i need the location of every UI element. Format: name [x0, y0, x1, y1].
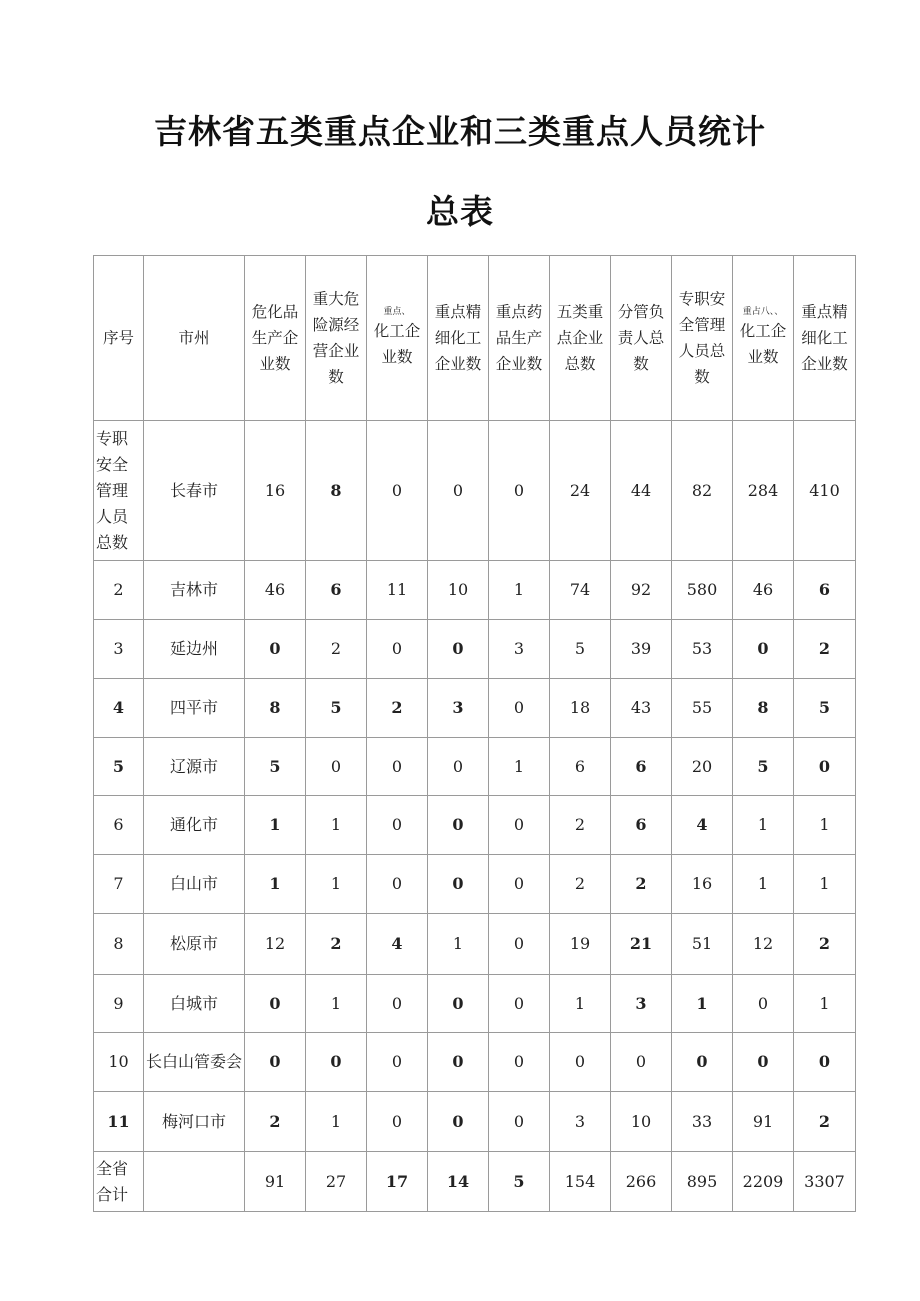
header-row — [94, 256, 856, 421]
table-row — [94, 855, 856, 914]
row-seq: 3 — [94, 620, 144, 679]
table-cell: 91 — [733, 1092, 794, 1152]
table-cell: 6 — [611, 796, 672, 855]
row-seq: 专职安全管理人员总数 — [94, 421, 144, 561]
table-cell: 39 — [611, 620, 672, 679]
table-cell: 3 — [489, 620, 550, 679]
table-cell: 4 — [367, 914, 428, 975]
table-cell: 53 — [672, 620, 733, 679]
row-city: 通化市 — [144, 796, 245, 855]
column-header — [672, 256, 733, 421]
table-cell: 1 — [733, 855, 794, 914]
column-header — [245, 256, 306, 421]
table-cell: 1 — [306, 796, 367, 855]
row-city: 白山市 — [144, 855, 245, 914]
table-cell: 5 — [733, 738, 794, 796]
row-seq: 9 — [94, 975, 144, 1033]
table-cell: 0 — [794, 1033, 856, 1092]
column-header-label: 重点精细化工企业数 — [801, 303, 848, 373]
table-cell: 1 — [428, 914, 489, 975]
column-header-note: 重占八、、 — [742, 307, 784, 317]
table-cell: 2 — [306, 620, 367, 679]
table-cell: 51 — [672, 914, 733, 975]
row-city: 梅河口市 — [144, 1092, 245, 1152]
column-header — [550, 256, 611, 421]
table-cell: 895 — [672, 1152, 733, 1212]
table-cell: 33 — [672, 1092, 733, 1152]
table-cell: 0 — [489, 1033, 550, 1092]
table-cell: 8 — [245, 679, 306, 738]
table-row — [94, 421, 856, 561]
table-cell: 0 — [550, 1033, 611, 1092]
table-cell: 92 — [611, 561, 672, 620]
column-header-label: 分管负责人总数 — [617, 303, 665, 373]
table-cell: 0 — [489, 421, 550, 561]
table-cell: 410 — [794, 421, 856, 561]
table-cell: 27 — [306, 1152, 367, 1212]
row-seq: 6 — [94, 796, 144, 855]
table-cell: 580 — [672, 561, 733, 620]
table-cell: 0 — [672, 1033, 733, 1092]
column-header-label: 五类重点企业总数 — [556, 303, 604, 373]
row-seq: 全省合计 — [94, 1152, 144, 1212]
table-cell: 8 — [733, 679, 794, 738]
table-cell: 2209 — [733, 1152, 794, 1212]
table-cell: 0 — [794, 738, 856, 796]
column-header-label: 市州 — [178, 329, 210, 347]
column-header — [733, 256, 794, 421]
table-cell: 11 — [367, 561, 428, 620]
table-cell: 0 — [428, 421, 489, 561]
table-cell: 46 — [733, 561, 794, 620]
table-cell: 1 — [794, 975, 856, 1033]
table-cell: 82 — [672, 421, 733, 561]
table-cell: 2 — [550, 855, 611, 914]
table-cell: 91 — [245, 1152, 306, 1212]
table-cell: 1 — [489, 738, 550, 796]
table-cell: 8 — [306, 421, 367, 561]
table-cell: 24 — [550, 421, 611, 561]
table-cell: 0 — [733, 975, 794, 1033]
column-header-label: 序号 — [102, 329, 134, 347]
table-cell: 0 — [428, 1092, 489, 1152]
row-city: 长春市 — [144, 421, 245, 561]
row-city — [144, 1152, 245, 1212]
table-cell: 3 — [550, 1092, 611, 1152]
table-row — [94, 1152, 856, 1212]
table-cell: 12 — [733, 914, 794, 975]
table-cell: 5 — [489, 1152, 550, 1212]
table-cell: 21 — [611, 914, 672, 975]
table-cell: 1 — [794, 796, 856, 855]
row-seq: 11 — [94, 1092, 144, 1152]
table-row — [94, 620, 856, 679]
table-cell: 2 — [367, 679, 428, 738]
table-row — [94, 738, 856, 796]
column-header-label: 重大危险源经营企业数 — [312, 290, 360, 386]
table-cell: 0 — [733, 1033, 794, 1092]
row-seq: 10 — [94, 1033, 144, 1092]
column-header — [794, 256, 856, 421]
column-header — [428, 256, 489, 421]
table-cell: 0 — [245, 1033, 306, 1092]
table-cell: 1 — [245, 796, 306, 855]
column-header — [144, 256, 245, 421]
table-cell: 1 — [306, 855, 367, 914]
table-cell: 0 — [733, 620, 794, 679]
table-cell: 266 — [611, 1152, 672, 1212]
row-seq: 5 — [94, 738, 144, 796]
table-cell: 6 — [611, 738, 672, 796]
table-cell: 0 — [306, 1033, 367, 1092]
table-cell: 0 — [367, 738, 428, 796]
table-cell: 10 — [428, 561, 489, 620]
table-cell: 1 — [489, 561, 550, 620]
table-row — [94, 975, 856, 1033]
document-subtitle: 总表 — [426, 192, 494, 231]
table-cell: 43 — [611, 679, 672, 738]
table-cell: 6 — [306, 561, 367, 620]
table-cell: 0 — [428, 620, 489, 679]
column-header — [306, 256, 367, 421]
table-cell: 2 — [245, 1092, 306, 1152]
column-header-label: 危化品生产企业数 — [251, 303, 299, 373]
table-cell: 0 — [428, 1033, 489, 1092]
table-cell: 154 — [550, 1152, 611, 1212]
table-cell: 0 — [245, 620, 306, 679]
table-cell: 0 — [367, 421, 428, 561]
table-cell: 16 — [245, 421, 306, 561]
table-cell: 46 — [245, 561, 306, 620]
table-cell: 18 — [550, 679, 611, 738]
table-cell: 0 — [611, 1033, 672, 1092]
table-cell: 19 — [550, 914, 611, 975]
column-header-note: 重点、 — [383, 307, 411, 317]
table-cell: 2 — [306, 914, 367, 975]
table-cell: 10 — [611, 1092, 672, 1152]
table-cell: 0 — [489, 975, 550, 1033]
table-cell: 3307 — [794, 1152, 856, 1212]
column-header-label: 化工企业数 — [373, 322, 421, 366]
row-city: 延边州 — [144, 620, 245, 679]
table-cell: 1 — [306, 1092, 367, 1152]
column-header-label: 重点精细化工企业数 — [434, 303, 482, 373]
table-cell: 1 — [733, 796, 794, 855]
row-seq: 4 — [94, 679, 144, 738]
table-cell: 0 — [367, 855, 428, 914]
table-cell: 2 — [794, 620, 856, 679]
table-row — [94, 561, 856, 620]
statistics-table — [93, 255, 856, 1212]
table-cell: 0 — [367, 1033, 428, 1092]
column-header — [611, 256, 672, 421]
table-row — [94, 914, 856, 975]
table-cell: 0 — [367, 1092, 428, 1152]
table-cell: 44 — [611, 421, 672, 561]
table-cell: 0 — [489, 679, 550, 738]
table-cell: 1 — [794, 855, 856, 914]
table-cell: 0 — [428, 855, 489, 914]
column-header — [367, 256, 428, 421]
table-cell: 2 — [611, 855, 672, 914]
table-cell: 4 — [672, 796, 733, 855]
table-cell: 1 — [306, 975, 367, 1033]
table-row — [94, 796, 856, 855]
table-cell: 12 — [245, 914, 306, 975]
row-city: 四平市 — [144, 679, 245, 738]
table-cell: 16 — [672, 855, 733, 914]
table-cell: 14 — [428, 1152, 489, 1212]
table-cell: 284 — [733, 421, 794, 561]
table-cell: 0 — [489, 855, 550, 914]
column-header — [94, 256, 144, 421]
table-row — [94, 1092, 856, 1152]
table-cell: 5 — [306, 679, 367, 738]
table-cell: 0 — [489, 914, 550, 975]
table-cell: 1 — [245, 855, 306, 914]
table-cell: 0 — [428, 975, 489, 1033]
table-cell: 0 — [245, 975, 306, 1033]
row-seq: 7 — [94, 855, 144, 914]
table-cell: 0 — [489, 796, 550, 855]
table-cell: 74 — [550, 561, 611, 620]
table-cell: 5 — [794, 679, 856, 738]
column-header-label: 专职安全管理人员总数 — [678, 290, 726, 386]
table-cell: 6 — [794, 561, 856, 620]
table-cell: 20 — [672, 738, 733, 796]
table-cell: 55 — [672, 679, 733, 738]
table-cell: 0 — [428, 738, 489, 796]
row-city: 长白山管委会 — [144, 1033, 245, 1092]
table-cell: 5 — [245, 738, 306, 796]
table-cell: 2 — [550, 796, 611, 855]
row-seq: 2 — [94, 561, 144, 620]
table-cell: 2 — [794, 1092, 856, 1152]
table-cell: 0 — [367, 975, 428, 1033]
row-seq: 8 — [94, 914, 144, 975]
table-cell: 17 — [367, 1152, 428, 1212]
document-title: 吉林省五类重点企业和三类重点人员统计 — [154, 112, 766, 151]
row-city: 白城市 — [144, 975, 245, 1033]
table-cell: 1 — [550, 975, 611, 1033]
table-cell: 6 — [550, 738, 611, 796]
table-cell: 0 — [489, 1092, 550, 1152]
row-city: 吉林市 — [144, 561, 245, 620]
table-cell: 0 — [367, 796, 428, 855]
table-cell: 1 — [672, 975, 733, 1033]
row-city: 松原市 — [144, 914, 245, 975]
column-header — [489, 256, 550, 421]
table-cell: 2 — [794, 914, 856, 975]
table-cell: 0 — [428, 796, 489, 855]
row-city: 辽源市 — [144, 738, 245, 796]
column-header-label: 重点药品生产企业数 — [495, 303, 543, 373]
table-row — [94, 679, 856, 738]
table-row — [94, 1033, 856, 1092]
table-cell: 0 — [367, 620, 428, 679]
table-cell: 3 — [611, 975, 672, 1033]
column-header-label: 化工企业数 — [739, 322, 787, 366]
table-cell: 3 — [428, 679, 489, 738]
table-cell: 0 — [306, 738, 367, 796]
table-cell: 5 — [550, 620, 611, 679]
